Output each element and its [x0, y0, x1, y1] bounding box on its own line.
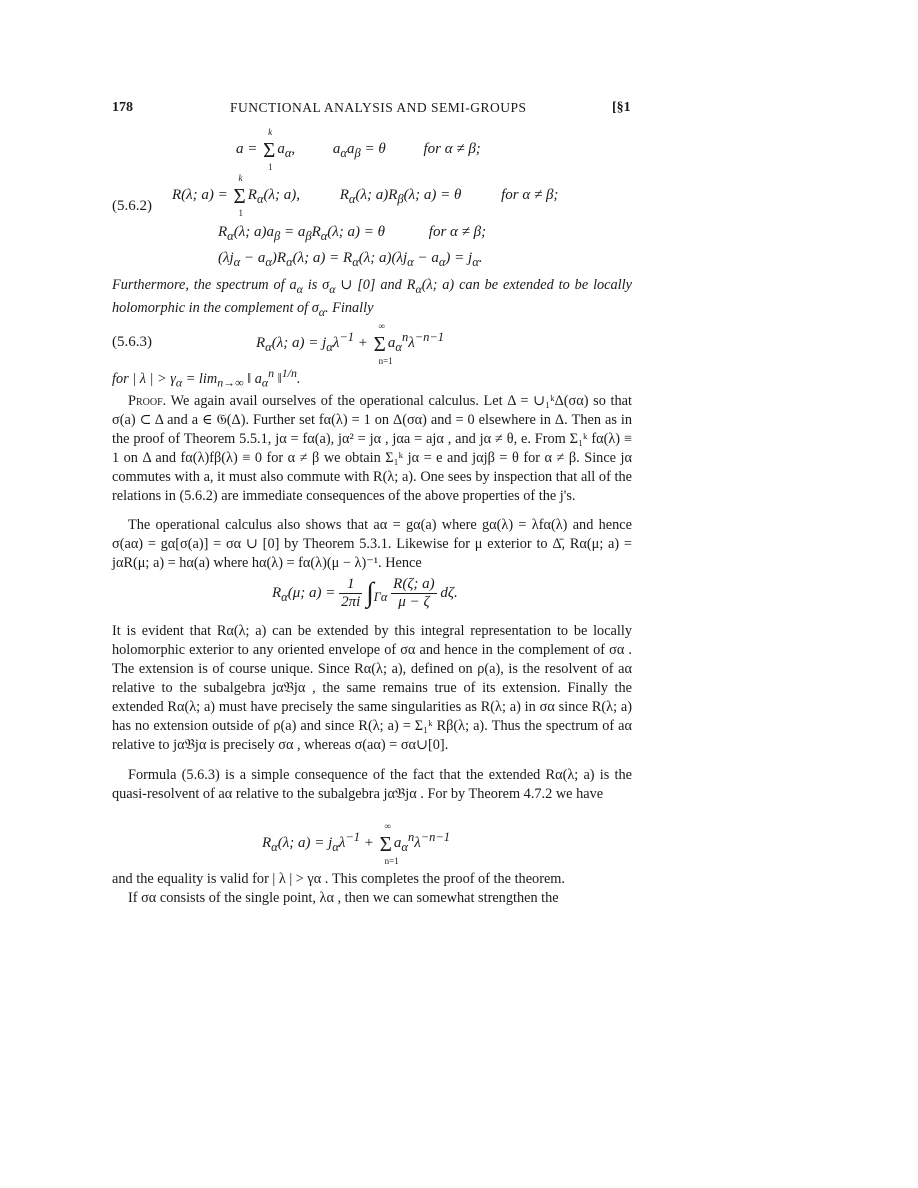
- proof-paragraph-4: Formula (5.6.3) is a simple consequence of the fact that the extended Rα(λ; a) is the quasi-resolvent of aα relative to the subalgebra jα𝔅jα . For by Theorem 4.7.2 we have: [112, 767, 632, 802]
- eq-562-line4: $(\lambda j_\alpha - a_\alpha)R_\alpha(\lambda$; $a) = R_\alpha(\lambda$; $a)(\lambda j_\alpha - a_\alpha) = j_\alpha$.: [218, 250, 483, 269]
- eq-562-line3: $R_\alpha(\lambda$; $a)a_\beta = a_\beta R_\alpha(\lambda$; a) = θ for α ≠ β;: [218, 224, 487, 243]
- eq-562-line2: R(λ; a) = k Σ 1 $R_\alpha(\lambda$; a), $R_\alpha(\lambda$; $a)R_\beta(\lambda$; a) = θ for α ≠ β;: [172, 173, 559, 218]
- furthermore-paragraph: Furthermore, the spectrum of $a_\alpha$ is $\sigma_\alpha$ ∪ [0] and $R_\alpha(\lambda$; a) can be extended to be locally holomorphic in the complement of $\sigma_\alpha$. Finally: [112, 277, 632, 319]
- proof-paragraph-2: The operational calculus also shows that aα = gα(a) where gα(λ) = λfα(λ) and hence σ(aα) = gα[σ(a)] = σα ∪ [0] by Theorem 5.3.1. Likewise for μ exterior to Δ̄, Rα(μ; a) = jαR(μ; a) = hα(a) where hα(λ) = fα(λ)(μ − λ)⁻¹. Hence: [112, 517, 632, 571]
- validity-line: for | λ | > $\gamma_\alpha = \lim_{n\to\infty}$ ‖ $a_\alpha^n$ ‖$^{1/n}$.: [112, 366, 301, 390]
- integral-equation: $R_\alpha(\mu$; a) = $\frac{1}{2\pi i}$ $\int_{\Gamma\alpha}$ $\frac{R(\zeta; a)}{\mu - \zeta}$ dζ.: [272, 576, 458, 610]
- proof-label: Proof.: [128, 393, 167, 409]
- eq-563-label: (5.6.3): [112, 334, 152, 350]
- proof-paragraph-1: Proof. We again avail ourselves of the operational calculus. Let Δ = ∪₁ᵏΔ(σα) so that σ(a) ⊂ Δ and a ∈ 𝔊(Δ). Further set fα(λ) = 1 on Δ(σα) and = 0 elsewhere in Δ. Then as in the proof of Theorem 5.5.1, jα = fα(a), jα² = jα , jαa = ajα , and jα ≠ θ, e. From Σ₁ᵏ fα(λ) ≡ 1 on Δ and fα(λ)fβ(λ) ≡ 0 for α ≠ β we obtain Σ₁ᵏ jα = e and jαjβ = θ for α ≠ β. Since jα commutes with a, it must also commute with R(λ; a). One sees by inspection that all of the relations in (5.6.2) are immediate consequences of the above properties of the j's.: [112, 393, 632, 504]
- page-number: 178: [112, 100, 133, 115]
- eq-562-line1: a = k Σ 1 $a_\alpha$, $a_\alpha a_\beta = \theta$ for α ≠ β;: [236, 127, 481, 172]
- eq-562-label: (5.6.2): [112, 198, 152, 214]
- proof-paragraph-5: and the equality is valid for | λ | > γα . This completes the proof of the theorem. If σα consists of the single point, λα , then we can somewhat strengthen the: [112, 871, 565, 906]
- section-marker: [§1: [612, 100, 631, 115]
- proof-paragraph-3: It is evident that Rα(λ; a) can be extended by this integral representation to be locally holomorphic exterior to any oriented envelope of σα and hence in the complement of σα . The extension is of course unique. Since Rα(λ; a), defined on ρ(a), is the resolvent of aα relative to the subalgebra jα𝔅jα , the same remains true of its extension. Finally the extended Rα(λ; a) must have precisely the same singularities as R(λ; a) in σα since R(λ; a) has no extension outside of ρ(a) and since R(λ; a) = Σ₁ᵏ Rβ(λ; a). Thus the spectrum of aα relative to jα𝔅jα is precisely σα , whereas σ(aα) = σα∪[0].: [112, 623, 632, 753]
- eq-563: $R_\alpha(\lambda$; $a) = j_\alpha\lambda^{-1}$ + ∞ Σ n=1 $a_\alpha^n\lambda^{-n-1}$: [256, 321, 445, 366]
- running-title: FUNCTIONAL ANALYSIS AND SEMI-GROUPS: [230, 100, 527, 115]
- eq-final: $R_\alpha(\lambda$; $a) = j_\alpha\lambda^{-1}$ + ∞ Σ n=1 $a_\alpha^n\lambda^{-n-1}$: [262, 821, 451, 866]
